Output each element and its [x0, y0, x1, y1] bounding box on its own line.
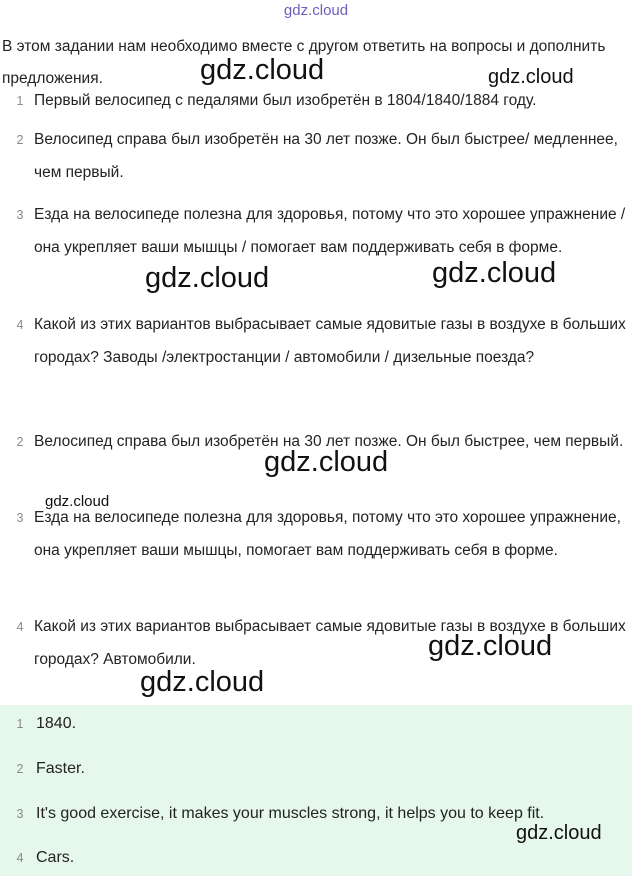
watermark: gdz.cloud: [140, 666, 265, 698]
answer-text: Cars.: [36, 849, 75, 866]
item-number: 1: [16, 94, 24, 108]
answer-number: 3: [16, 807, 24, 821]
item-text: Езда на велосипеде полезна для здоровья, потому что это хорошее упражнение / она укрепляет ваши мышцы / помогает вам поддерживать себя в форме.: [34, 206, 626, 256]
watermark: gdz.cloud: [264, 446, 389, 478]
answer-text: Faster.: [36, 760, 85, 777]
item-number: 3: [16, 208, 24, 222]
watermark: gdz.cloud: [428, 630, 553, 662]
answer-number: 4: [16, 851, 24, 865]
item-text: Велосипед справа был изобретён на 30 лет позже. Он был быстрее, чем первый.: [34, 433, 624, 450]
task-intro: В этом задании нам необходимо вместе с другом ответить на вопросы и дополнить предложения.: [2, 38, 606, 87]
item-text: Первый велосипед с педалями был изобретён в 1804/1840/1884 году.: [34, 92, 537, 109]
item-number: 3: [16, 511, 24, 525]
answer-number: 1: [16, 717, 24, 731]
item-text: Какой из этих вариантов выбрасывает самые ядовитые газы в воздухе в больших городах? Автомобили.: [34, 618, 626, 668]
watermark: gdz.cloud: [488, 66, 574, 88]
item-number: 4: [16, 620, 24, 634]
answer-text: It's good exercise, it makes your muscles strong, it helps you to keep fit.: [36, 805, 545, 822]
item-number: 2: [16, 435, 24, 449]
watermark: gdz.cloud: [45, 493, 110, 510]
top-watermark: gdz.cloud: [283, 2, 349, 19]
watermark: gdz.cloud: [200, 54, 325, 86]
item-number: 2: [16, 133, 24, 147]
answers-panel: [0, 705, 632, 876]
item-text: Какой из этих вариантов выбрасывает самые ядовитые газы в воздухе в больших городах? Заводы /электростанции / автомобили / дизельные поезда?: [34, 316, 626, 366]
answer-text: 1840.: [36, 715, 77, 732]
watermark: gdz.cloud: [432, 257, 557, 289]
watermark: gdz.cloud: [145, 262, 270, 294]
answer-number: 2: [16, 762, 24, 776]
item-text: Велосипед справа был изобретён на 30 лет позже. Он был быстрее/ медленнее, чем первый.: [34, 131, 618, 181]
item-text: Езда на велосипеде полезна для здоровья, потому что это хорошее упражнение, она укрепляет ваши мышцы, помогает вам поддерживать себя в форме.: [34, 509, 621, 559]
watermark: gdz.cloud: [516, 822, 602, 844]
item-number: 4: [16, 318, 24, 332]
